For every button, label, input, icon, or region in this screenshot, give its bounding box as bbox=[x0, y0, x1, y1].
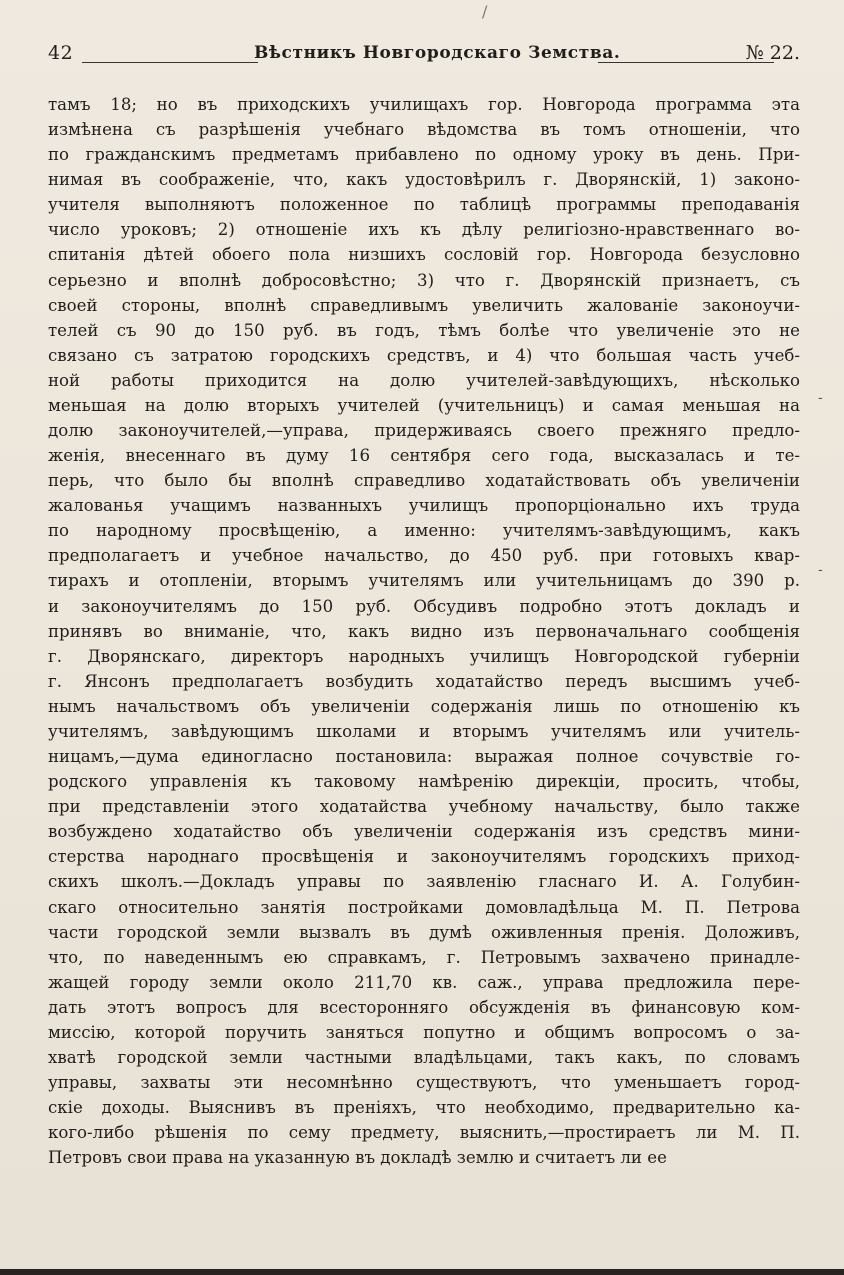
text-line: тирахъ и отопленіи, вторымъ учителямъ или учительницамъ до 390 р. bbox=[48, 571, 800, 591]
text-line: число уроковъ; 2) отношеніе ихъ къ дѣлу религіозно-нравственнаго во- bbox=[48, 220, 800, 240]
text-line: серьезно и вполнѣ добросовѣстно; 3) что г. Дворянскій признаетъ, съ bbox=[48, 270, 800, 290]
text-line: по гражданскимъ предметамъ прибавлено по одному уроку въ день. При- bbox=[48, 145, 800, 165]
text-line: своей стороны, вполнѣ справедливымъ увеличить жалованіе законоучи- bbox=[48, 295, 800, 315]
text-line: стерства народнаго просвѣщенія и законоучителямъ городскихъ приход- bbox=[48, 847, 800, 867]
text-line: тамъ 18; но въ приходскихъ училищахъ гор. Новгорода программа эта bbox=[48, 95, 800, 114]
text-line: Петровъ свои права на указанную въ докладѣ землю и считаетъ ли ее bbox=[48, 1148, 667, 1168]
text-line: перь, что было бы вполнѣ справедливо ходатайствовать объ увеличеніи bbox=[48, 471, 800, 491]
text-line: г. Янсонъ предполагаетъ возбудить ходатайство передъ высшимъ учеб- bbox=[48, 671, 800, 691]
issue-number: № 22. bbox=[745, 42, 800, 64]
page-bottom-edge bbox=[0, 1269, 844, 1275]
text-line: связано съ затратою городскихъ средствъ, и 4) что большая часть учеб- bbox=[48, 345, 800, 365]
text-line: по народному просвѣщенію, а именно: учителямъ-завѣдующимъ, какъ bbox=[48, 521, 800, 541]
text-line: и законоучителямъ до 150 руб. Обсудивъ подробно этотъ докладъ и bbox=[48, 596, 800, 616]
text-line: возбуждено ходатайство объ увеличеніи содержанія изъ средствъ мини- bbox=[48, 822, 800, 842]
text-line: нымъ начальствомъ объ увеличеніи содержанія лишь по отношенію къ bbox=[48, 696, 800, 716]
text-line: г. Дворянскаго, директоръ народныхъ училищъ Новгородской губерніи bbox=[48, 646, 800, 666]
margin-ink-mark: - bbox=[818, 562, 823, 578]
text-line: нимая въ соображеніе, что, какъ удостовѣрилъ г. Дворянскій, 1) законо- bbox=[48, 170, 800, 190]
text-line: жащей городу земли около 211,70 кв. саж., управа предложила пере- bbox=[48, 972, 800, 992]
top-ink-mark: / bbox=[482, 2, 488, 21]
text-line: учителямъ, завѣдующимъ школами и вторымъ учителямъ или учитель- bbox=[48, 721, 800, 741]
text-line: скаго относительно занятія постройками домовладѣльца М. П. Петрова bbox=[48, 897, 800, 917]
text-line: жалованья учащимъ названныхъ училищъ пропорціонально ихъ труда bbox=[48, 496, 800, 516]
text-line: ной работы приходится на долю учителей-завѣдующихъ, нѣсколько bbox=[48, 370, 800, 390]
text-line: управы, захваты эти несомнѣнно существуютъ, что уменьшаетъ город- bbox=[48, 1073, 800, 1093]
margin-ink-mark: - bbox=[818, 390, 823, 406]
journal-title: Вѣстникъ Новгородскаго Земства. bbox=[254, 43, 621, 63]
text-line: принявъ во вниманіе, что, какъ видно изъ первоначальнаго сообщенія bbox=[48, 621, 800, 641]
text-line: учителя выполняютъ положенное по таблицѣ программы преподаванія bbox=[48, 195, 800, 215]
text-line: хватѣ городской земли частными владѣльцами, такъ какъ, по словамъ bbox=[48, 1047, 800, 1067]
text-line: ницамъ,—дума единогласно постановила: выражая полное сочувствіе го- bbox=[48, 747, 800, 767]
running-header bbox=[48, 38, 800, 72]
text-line: измѣнена съ разрѣшенія учебнаго вѣдомства въ томъ отношеніи, что bbox=[48, 120, 800, 140]
text-line: скихъ школъ.—Докладъ управы по заявленію гласнаго И. А. Голубин- bbox=[48, 872, 800, 892]
page-number: 42 bbox=[48, 42, 74, 64]
text-line: родского управленія къ таковому намѣренію дирекціи, просить, чтобы, bbox=[48, 772, 800, 792]
header-rule-left bbox=[82, 62, 258, 63]
text-line: долю законоучителей,—управа, придерживаясь своего прежняго предло- bbox=[48, 421, 800, 441]
text-line: кого-либо рѣшенія по сему предмету, выяснить,—простираетъ ли М. П. bbox=[48, 1123, 800, 1143]
text-line: миссію, которой поручить заняться попутно и общимъ вопросомъ о за- bbox=[48, 1022, 800, 1042]
text-line: женія, внесеннаго въ думу 16 сентября сего года, высказалась и те- bbox=[48, 446, 800, 466]
text-line: телей съ 90 до 150 руб. въ годъ, тѣмъ болѣе что увеличеніе это не bbox=[48, 320, 800, 340]
text-line: при представленіи этого ходатайства учебному начальству, было также bbox=[48, 797, 800, 817]
text-line: дать этотъ вопросъ для всесторонняго обсужденія въ финансовую ком- bbox=[48, 997, 800, 1017]
text-line: что, по наведеннымъ ею справкамъ, г. Петровымъ захвачено принадле- bbox=[48, 947, 800, 967]
text-line: спитанія дѣтей обоего пола низшихъ сословій гор. Новгорода безусловно bbox=[48, 245, 800, 265]
text-line: меньшая на долю вторыхъ учителей (учительницъ) и самая меньшая на bbox=[48, 395, 800, 415]
text-line: скіе доходы. Выяснивъ въ преніяхъ, что необходимо, предварительно ка- bbox=[48, 1098, 800, 1118]
text-line: части городской земли вызвалъ въ думѣ оживленныя пренія. Доложивъ, bbox=[48, 922, 800, 942]
body-text bbox=[48, 92, 800, 1170]
text-line: предполагаетъ и учебное начальство, до 450 руб. при готовыхъ квар- bbox=[48, 546, 800, 566]
